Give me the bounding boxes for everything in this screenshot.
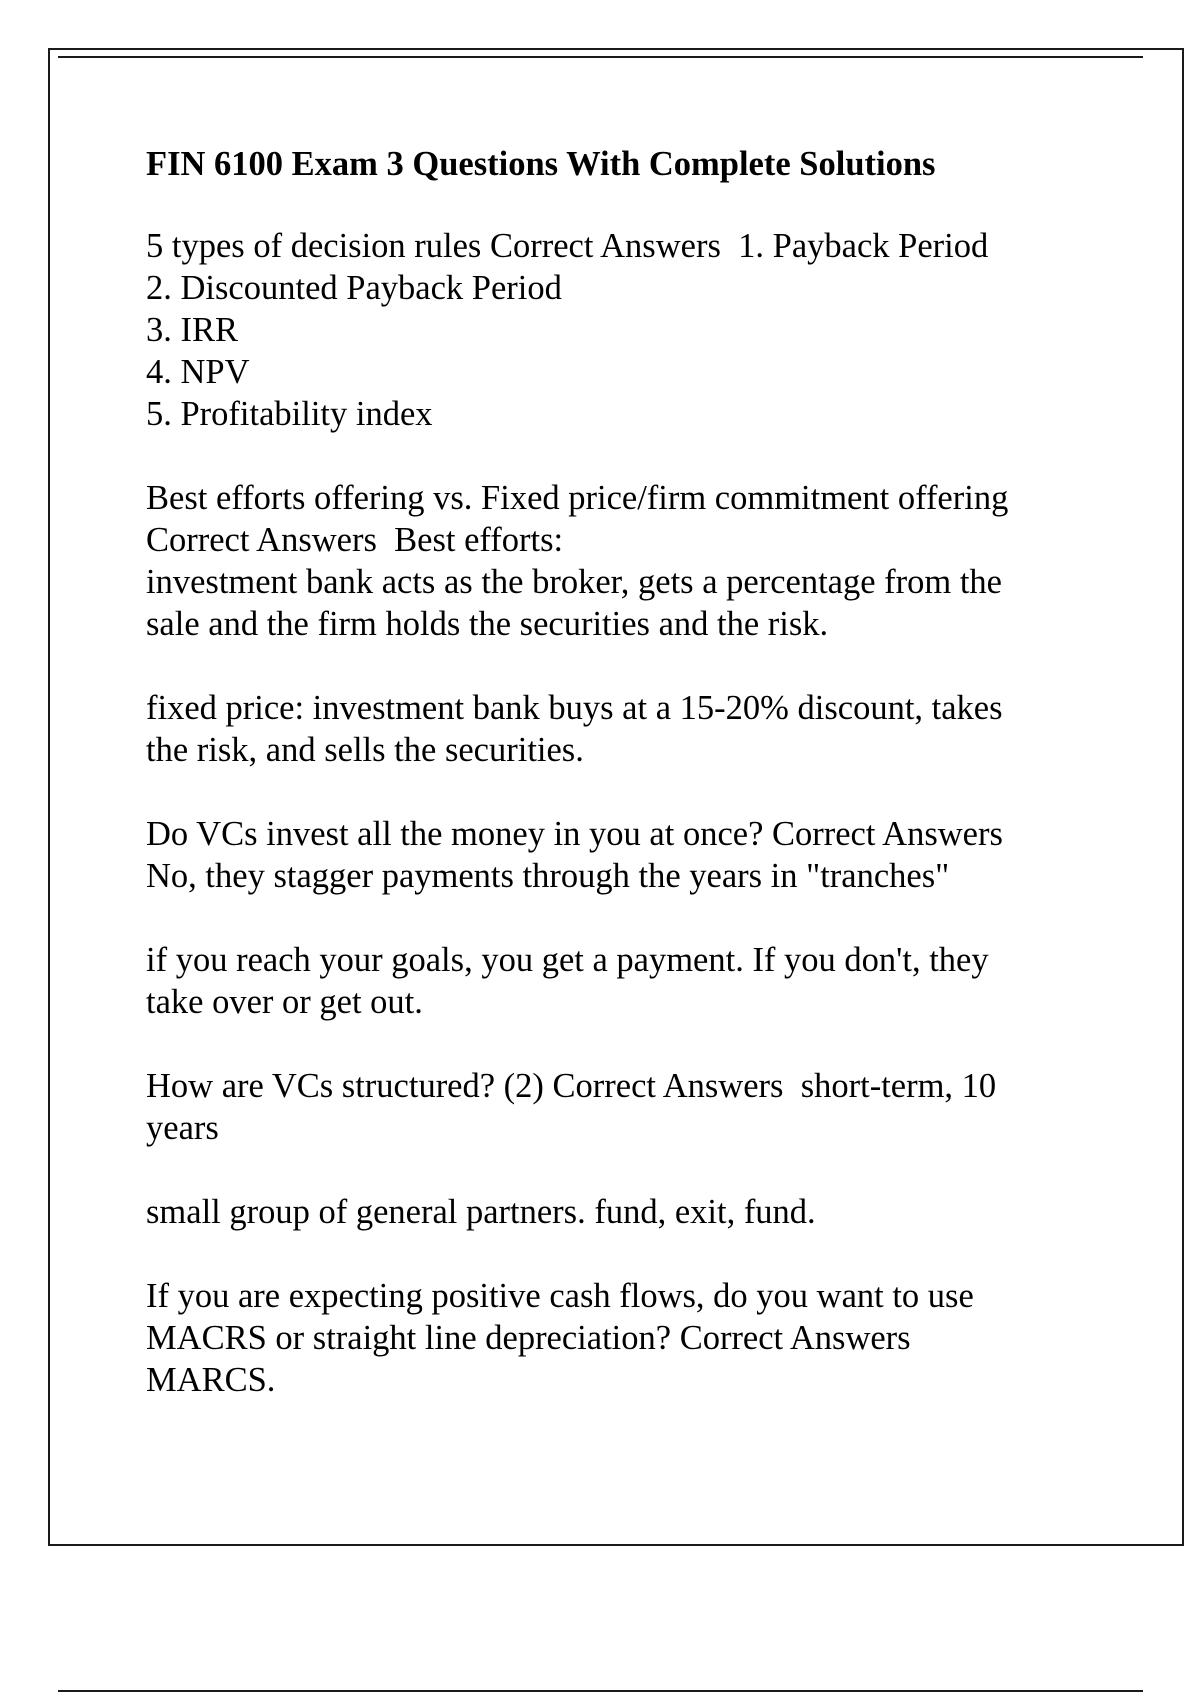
text-line: MACRS or straight line depreciation? Correct Answers <box>146 1319 911 1357</box>
text-line: small group of general partners. fund, exit, fund. <box>146 1193 816 1231</box>
text-line: Correct Answers Best efforts: <box>146 521 564 559</box>
text-line: MARCS. <box>146 1361 276 1399</box>
text-line: Best efforts offering vs. Fixed price/firm commitment offering <box>146 479 1009 517</box>
text-line: How are VCs structured? (2) Correct Answers short-term, 10 <box>146 1067 997 1105</box>
text-line: 4. NPV <box>146 353 250 391</box>
document-title: FIN 6100 Exam 3 Questions With Complete Solutions <box>146 145 936 183</box>
document-body <box>146 143 1086 1443</box>
top-rule <box>58 56 1143 58</box>
text-line: No, they stagger payments through the years in "tranches" <box>146 857 950 895</box>
text-line: take over or get out. <box>146 983 423 1021</box>
text-line: 3. IRR <box>146 311 239 349</box>
text-line: 5 types of decision rules Correct Answers 1. Payback Period <box>146 227 989 265</box>
qa-vc-invest <box>146 813 1086 897</box>
qa-vc-partners <box>146 1191 1086 1233</box>
qa-depreciation <box>146 1275 1086 1401</box>
text-line: sale and the firm holds the securities and the risk. <box>146 605 829 643</box>
text-line: years <box>146 1109 219 1147</box>
text-line: 5. Profitability index <box>146 395 433 433</box>
text-line: fixed price: investment bank buys at a 15-20% discount, takes <box>146 689 1003 727</box>
text-line: investment bank acts as the broker, gets a percentage from the <box>146 563 1002 601</box>
text-line: the risk, and sells the securities. <box>146 731 584 769</box>
qa-vc-structure <box>146 1065 1086 1149</box>
bottom-rule <box>58 1690 1143 1692</box>
text-line: If you are expecting positive cash flows, do you want to use <box>146 1277 974 1315</box>
text-line: 2. Discounted Payback Period <box>146 269 562 307</box>
qa-fixed-price <box>146 687 1086 771</box>
text-line: if you reach your goals, you get a payment. If you don't, they <box>146 941 989 979</box>
qa-vc-goals <box>146 939 1086 1023</box>
text-line: Do VCs invest all the money in you at once? Correct Answers <box>146 815 1003 853</box>
qa-decision-rules <box>146 225 1086 435</box>
qa-best-efforts <box>146 477 1086 645</box>
